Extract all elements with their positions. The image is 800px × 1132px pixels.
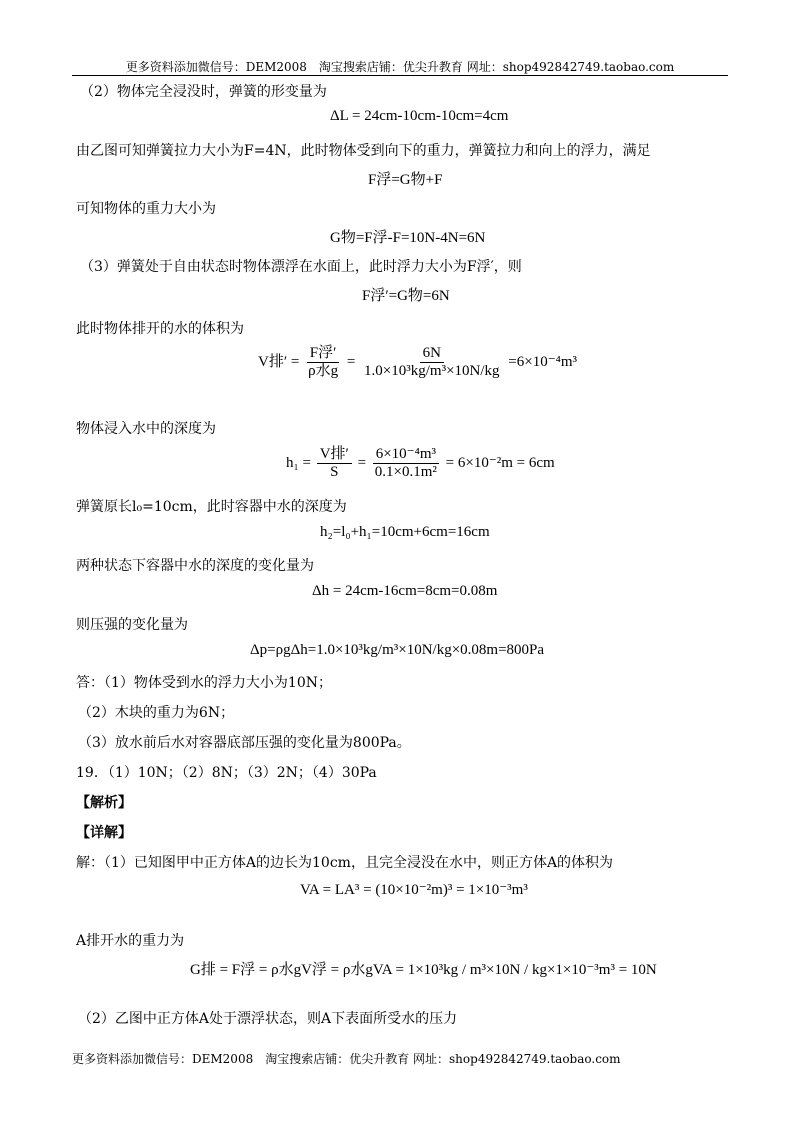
eq-rhs: = 6×10⁻²m = 6cm <box>445 454 555 471</box>
paragraph: 由乙图可知弹簧拉力大小为F=4N，此时物体受到向下的重力，弹簧拉力和向上的浮力，满足 <box>76 143 651 159</box>
paragraph: （3）弹簧处于自由状态时物体漂浮在水面上，此时浮力大小为F浮′，则 <box>80 259 522 275</box>
fraction <box>305 345 341 380</box>
answer-line: （2）木块的重力为6N； <box>78 705 235 721</box>
numerator: V排′ <box>317 446 352 464</box>
denominator: 0.1×0.1m² <box>374 464 437 480</box>
paragraph: 两种状态下容器中水的深度的变化量为 <box>76 558 314 574</box>
header-rule <box>72 75 728 76</box>
numerator: 6N <box>420 345 444 363</box>
eq-rhs: =6×10⁻⁴m³ <box>508 353 578 370</box>
numerator: F浮′ <box>307 345 340 363</box>
equation: ΔL = 24cm-10cm-10cm=4cm <box>330 108 509 124</box>
equation: G物=F浮-F=10N-4N=6N <box>330 230 486 246</box>
eq-lhs: h₁ = <box>286 454 311 471</box>
denominator: 1.0×10³kg/m³×10N/kg <box>364 363 500 379</box>
paragraph: A排开水的重力为 <box>76 933 185 949</box>
numerator: 6×10⁻⁴m³ <box>373 446 439 464</box>
equation: VA = LA³ = (10×10⁻²m)³ = 1×10⁻³m³ <box>300 882 528 898</box>
section-analysis: 【解析】 <box>76 795 132 811</box>
fraction <box>372 446 440 481</box>
paragraph: 解：（1）已知图甲中正方体A的边长为10cm，且完全浸没在水中，则正方体A的体积为 <box>76 855 614 871</box>
equation-fraction: h₁ = $\frac{\text{V排′}}{S}$ = $\frac{\text{6×10⁻⁴m³}}{\text{0.1×0.1m²}}$ = 6×10⁻²m = 6cm <box>286 446 555 480</box>
page-header: 更多资料添加微信号：DEM2008 淘宝搜索店铺：优尖升教育 网址：shop492842749.taobao.com <box>125 60 675 74</box>
question-19-answer: 19．（1）10N；（2）8N；（3）2N；（4）30Pa <box>76 765 377 781</box>
equation: Δp=ρgΔh=1.0×10³kg/m³×10N/kg×0.08m=800Pa <box>250 642 545 658</box>
paragraph: 则压强的变化量为 <box>76 617 188 633</box>
equation: F浮′=G物=6N <box>362 288 450 304</box>
paragraph: 此时物体排开的水的体积为 <box>76 321 244 337</box>
equation: h₂=l₀+h₁=10cm+6cm=16cm <box>320 524 490 540</box>
denominator: S <box>330 464 339 480</box>
paragraph: 可知物体的重力大小为 <box>76 201 216 217</box>
page-footer: 更多资料添加微信号：DEM2008 淘宝搜索店铺：优尖升教育 网址：shop492842749.taobao.com <box>72 1052 621 1066</box>
answer-line: （3）放水前后水对容器底部压强的变化量为800Pa。 <box>78 735 411 751</box>
eq-lhs: V排′ = <box>258 353 300 370</box>
fraction <box>317 446 352 481</box>
equation: Δh = 24cm-16cm=8cm=0.08m <box>312 583 498 599</box>
paragraph: 弹簧原长l₀=10cm，此时容器中水的深度为 <box>76 499 347 515</box>
section-detail: 【详解】 <box>76 825 132 841</box>
answer-line: 答：（1）物体受到水的浮力大小为10N； <box>76 675 332 691</box>
paragraph: （2）乙图中正方体A处于漂浮状态，则A下表面所受水的压力 <box>78 1011 458 1027</box>
equation: G排 = F浮 = ρ水gV浮 = ρ水gVA = 1×10³kg / m³×10N / kg×1×10⁻³m³ = 10N <box>190 962 657 978</box>
paragraph: 物体浸入水中的深度为 <box>76 421 216 437</box>
equation-fraction: V排′ = $\frac{\text{F浮′}}{\text{ρ水g}}$ = $\frac{6N}{\text{1.0×10³kg/m³×10N/kg}}$ =6×10⁻⁴m³ <box>258 345 578 379</box>
fraction <box>361 345 503 380</box>
denominator: ρ水g <box>308 363 339 379</box>
equation: F浮=G物+F <box>368 172 443 188</box>
paragraph: （2）物体完全浸没时，弹簧的形变量为 <box>80 84 327 100</box>
